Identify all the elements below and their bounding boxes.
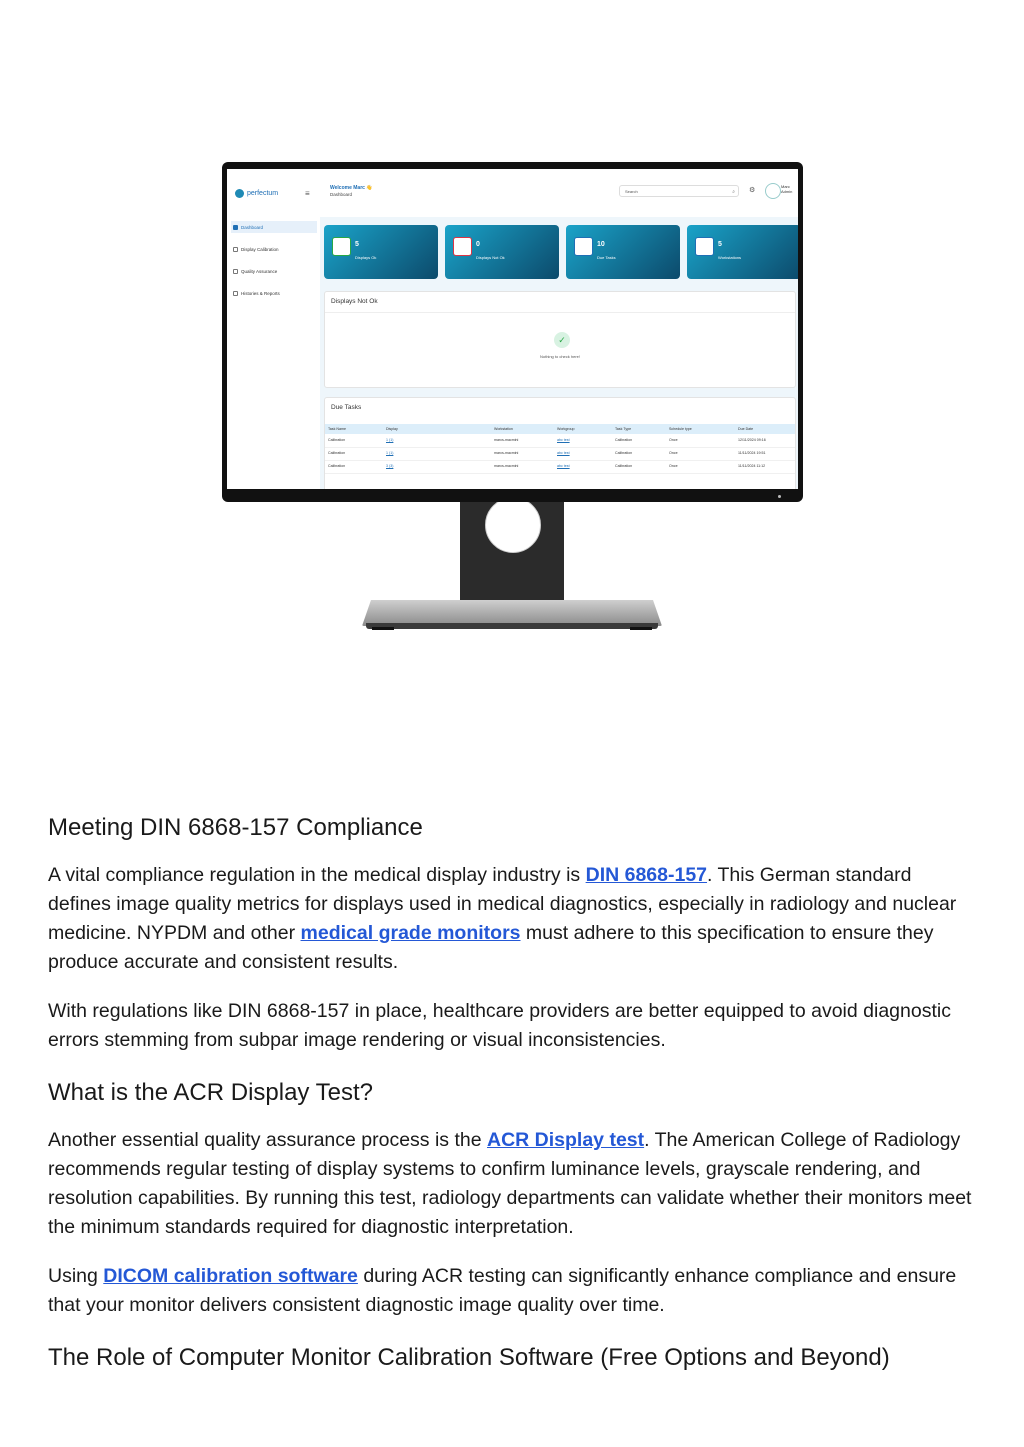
logo-text: perfectum <box>247 190 279 197</box>
search-input[interactable] <box>619 185 739 197</box>
sidebar-item-label: Dashboard <box>241 224 264 230</box>
panel-title: Due Tasks <box>331 404 362 411</box>
card-value: 5 <box>718 241 722 248</box>
power-led <box>778 495 781 498</box>
cell-task-type: Calibration <box>615 451 633 455</box>
column-header[interactable]: Workgroup <box>557 427 575 431</box>
cell-schedule-type: Once <box>669 438 678 442</box>
checklist-icon <box>574 237 593 256</box>
card-label: Displays Not Ok <box>476 255 505 260</box>
column-header[interactable]: Workstation <box>494 427 513 431</box>
text-run: Another essential quality assurance process is the <box>48 1129 487 1152</box>
monitor-ok-icon <box>332 237 351 256</box>
gear-icon[interactable]: ⚙ <box>749 187 756 194</box>
user-role: Admin <box>781 189 793 194</box>
cell-workgroup-link[interactable]: abc test <box>557 464 570 468</box>
cell-task-name: Calibration <box>328 451 346 455</box>
cell-due-date: 11/11/2024 11:12 <box>738 464 766 468</box>
panel-title: Displays Not Ok <box>331 298 378 305</box>
avatar[interactable] <box>765 183 781 199</box>
workstation-icon <box>695 237 714 256</box>
article-body <box>48 812 978 1374</box>
monitor-frame <box>222 162 803 502</box>
cell-task-name: Calibration <box>328 438 346 442</box>
search-placeholder: Search <box>625 189 638 194</box>
displays-not-ok-panel <box>324 291 796 388</box>
section-heading-din: Meeting DIN 6868-157 Compliance <box>48 814 423 841</box>
card-displays-not-ok[interactable] <box>445 225 559 279</box>
paragraph-din-benefits: With regulations like DIN 6868-157 in place, healthcare providers are better equipped to avoid diagnostic errors stemming from subpar image rendering or visual inconsistencies. <box>48 1000 951 1052</box>
cell-workstation: marcs-macmini <box>494 451 519 455</box>
paragraph-acr-intro <box>48 1126 978 1242</box>
sidebar-item-label: Quality Assurance <box>241 268 278 274</box>
user-name: Marc <box>781 184 790 189</box>
card-label: Due Tasks <box>597 255 616 260</box>
sidebar-item-quality-assurance[interactable] <box>231 265 317 277</box>
cell-task-type: Calibration <box>615 464 633 468</box>
cell-workgroup-link[interactable]: abc test <box>557 451 570 455</box>
card-displays-ok[interactable] <box>324 225 438 279</box>
acr-display-test-link[interactable]: ACR Display test <box>487 1129 645 1152</box>
monitor-foot-left <box>372 627 394 630</box>
card-label: Displays Ok <box>355 255 377 260</box>
hamburger-menu-icon[interactable]: ≡ <box>305 189 310 198</box>
cell-schedule-type: Once <box>669 451 678 455</box>
table-row[interactable] <box>325 461 795 474</box>
medical-grade-monitors-link[interactable]: medical grade monitors <box>300 922 521 945</box>
cell-display-link[interactable]: 3 (3) <box>386 464 394 468</box>
sidebar-item-display-calibration[interactable] <box>231 243 317 255</box>
text-run: Using <box>48 1265 104 1288</box>
stand-cable-hole <box>485 497 541 553</box>
empty-message: Nothing to check here! <box>539 354 581 359</box>
search-icon: ⌕ <box>732 189 735 195</box>
sidebar-item-dashboard[interactable] <box>231 221 317 233</box>
shield-icon <box>233 269 238 274</box>
user-info[interactable] <box>781 184 792 194</box>
sidebar-item-label: Display Calibration <box>241 246 279 252</box>
report-icon <box>233 291 238 296</box>
card-due-tasks[interactable] <box>566 225 680 279</box>
cell-workstation: marcs-macmini <box>494 438 519 442</box>
cell-due-date: 11/11/2024 19:51 <box>738 451 766 455</box>
logo-icon <box>235 189 244 198</box>
app-logo <box>235 189 278 198</box>
card-label: Workstations <box>718 255 742 260</box>
paragraph-dicom <box>48 1262 978 1320</box>
monitor-screen <box>227 169 798 489</box>
column-header[interactable]: Due Date <box>738 427 754 431</box>
due-tasks-panel <box>324 397 796 489</box>
sidebar <box>227 217 321 489</box>
display-icon <box>233 247 238 252</box>
table-row[interactable] <box>325 435 795 448</box>
cell-task-name: Calibration <box>328 464 346 468</box>
divider <box>325 312 795 313</box>
cell-workstation: marcs-macmini <box>494 464 519 468</box>
monitor-foot-right <box>630 627 652 630</box>
app-header <box>227 169 798 209</box>
card-value: 0 <box>476 241 480 248</box>
paragraph-din-intro <box>48 861 978 977</box>
column-header[interactable]: Task Type <box>615 427 632 431</box>
text-run: must adhere to this specification to ensure they produce accurate and consistent results. <box>48 922 934 974</box>
sidebar-item-label: Histories & Reports <box>241 290 280 296</box>
column-header[interactable]: Task Name <box>328 427 346 431</box>
dicom-calibration-software-link[interactable]: DICOM calibration software <box>103 1265 358 1288</box>
checkmark-icon: ✓ <box>554 332 570 348</box>
page-title: Dashboard <box>330 192 353 197</box>
card-value: 10 <box>597 241 605 248</box>
cell-due-date: 12/11/2024 09:16 <box>738 438 766 442</box>
table-header <box>325 424 795 434</box>
text-run: . The American College of Radiology recommends regular testing of display systems to confirm luminance levels, grayscale rendering, and resolution capabilities. By running this test, radiology departments can validate whether their monitors meet the minimum standards required for diagnostic interpretation. <box>48 1129 972 1239</box>
welcome-text: Welcome Marc 👋 <box>330 185 373 191</box>
cell-workgroup-link[interactable]: abc test <box>557 438 570 442</box>
column-header[interactable]: Display <box>386 427 398 431</box>
table-row[interactable] <box>325 448 795 461</box>
sidebar-item-histories-reports[interactable] <box>231 287 317 299</box>
monitor-base-edge <box>366 623 658 629</box>
text-run: during ACR testing can significantly enhance compliance and ensure that your monitor delivers consistent diagnostic image quality over time. <box>48 1265 957 1317</box>
column-header[interactable]: Schedule type <box>669 427 692 431</box>
cell-schedule-type: Once <box>669 464 678 468</box>
cell-display-link[interactable]: 1 (1) <box>386 451 394 455</box>
section-heading-calibration-software: The Role of Computer Monitor Calibration Software (Free Options and Beyond) <box>48 1344 890 1372</box>
text-run: . This German standard defines image quality metrics for displays used in medical diagnostics, especially in radiology and nuclear medicine. NYPDM and other <box>48 864 957 945</box>
grid-icon <box>233 225 238 230</box>
cell-display-link[interactable]: 1 (1) <box>386 438 394 442</box>
din-6868-157-link[interactable]: DIN 6868-157 <box>585 864 708 887</box>
text-run: A vital compliance regulation in the medical display industry is <box>48 864 586 887</box>
card-workstations[interactable] <box>687 225 798 279</box>
monitor-alert-icon <box>453 237 472 256</box>
section-heading-acr: What is the ACR Display Test? <box>48 1079 374 1107</box>
cell-task-type: Calibration <box>615 438 633 442</box>
dashboard-main <box>320 217 798 489</box>
card-value: 5 <box>355 241 359 248</box>
